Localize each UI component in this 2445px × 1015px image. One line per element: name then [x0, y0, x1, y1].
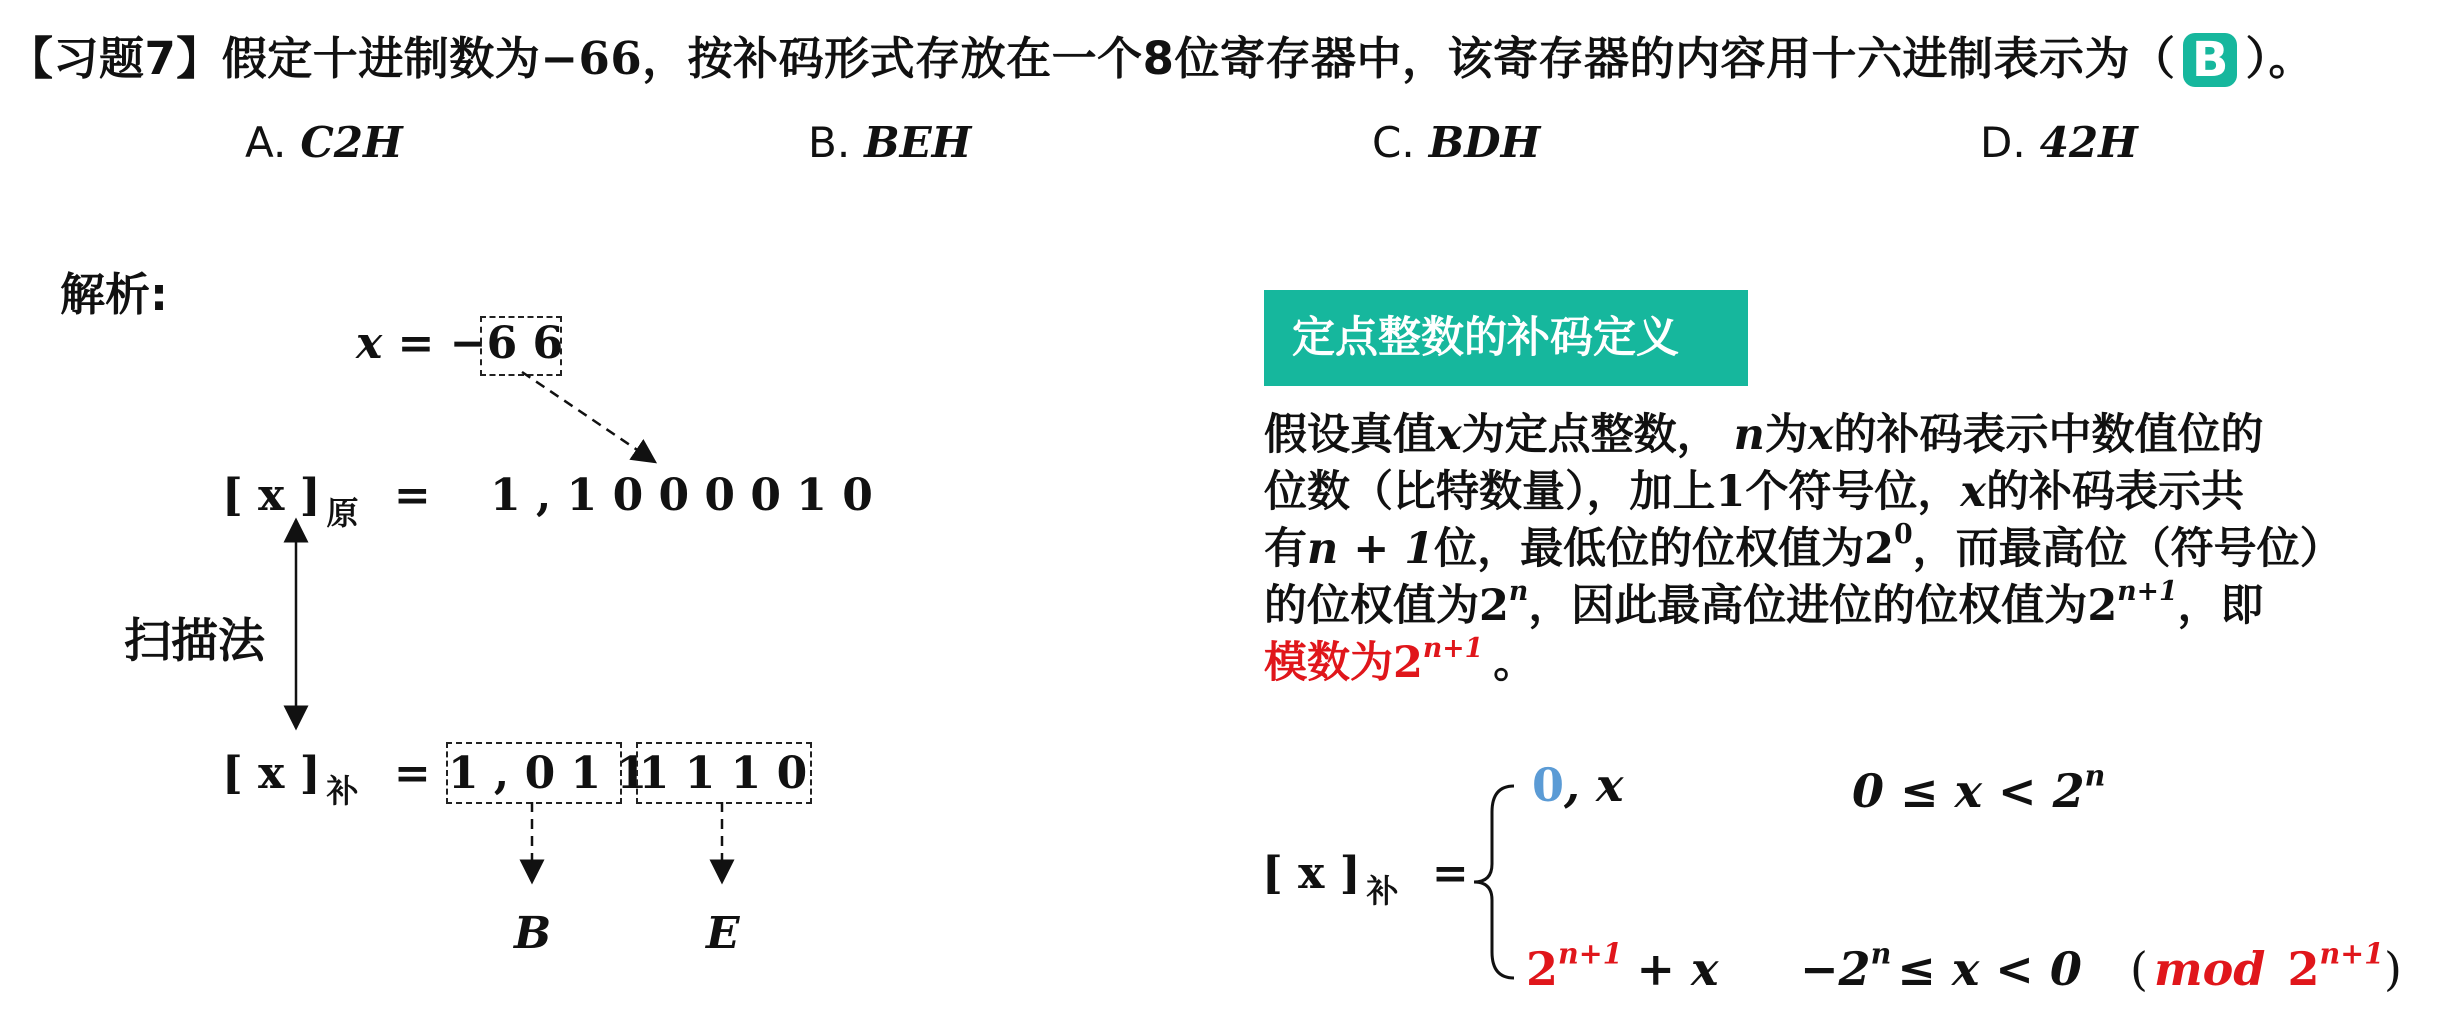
- hex-digit-2: E: [706, 908, 740, 959]
- digits-to-binary-arrow: [522, 372, 655, 462]
- option-letter: C.: [1372, 118, 1415, 167]
- option-value: 42H: [2039, 118, 2138, 167]
- question-suffix: ）。: [2245, 32, 2314, 85]
- orig-eq: =: [393, 470, 431, 521]
- case1-zero: 0: [1532, 758, 1565, 812]
- comp-sub: 补: [326, 772, 359, 810]
- mod-expression: ( mod $2^{n+1}$): [2130, 936, 2402, 996]
- formula-lhs: [ x ] $_补$ =: [1262, 848, 1469, 910]
- question-value: −66: [540, 32, 643, 85]
- def-line-3: 有n + 1位，最低位的位权值为$2^0$，而最高位（符号位）: [1264, 519, 2343, 574]
- answer-badge: B: [2183, 33, 2237, 87]
- option-letter: A.: [245, 118, 287, 167]
- scan-method-label: 扫描法: [124, 614, 265, 669]
- orig-lhs: [ x ]: [222, 470, 321, 521]
- analysis-label: 解析:: [60, 268, 168, 321]
- case1-x: , x: [1564, 758, 1624, 812]
- def-line-1: 假设真值x为定点整数， n为x的补码表示中数值位的: [1264, 410, 2264, 460]
- case-2: $2^{n+1} + x$: [1526, 936, 1719, 996]
- option-letter: B.: [808, 118, 851, 167]
- orig-sub: 原: [326, 494, 359, 532]
- x-eq-lhs: x = −: [356, 318, 487, 369]
- comp-lhs: [ x ]: [222, 748, 321, 799]
- option-d: [1980, 118, 2138, 167]
- x-digits: 6 6: [486, 318, 564, 369]
- option-c: [1372, 118, 1540, 167]
- option-letter: D.: [1980, 118, 2026, 167]
- def-line-2: 位数（比特数量），加上1个符号位，x的补码表示共: [1264, 467, 2245, 517]
- option-value: BDH: [1428, 118, 1541, 167]
- case-1-condition: $0 \le x < 2^n$: [1852, 758, 2106, 818]
- def-line-5: 模数为$2^{n+1}$ 。: [1264, 633, 1537, 688]
- question-middle: ，按补码形式存放在一个8位寄存器中，该寄存器的内容用十六进制表示为（: [642, 32, 2176, 85]
- comp-group2: 1 1 1 0: [638, 748, 808, 799]
- case-2-condition: $-2^n \le x < 0$: [1800, 936, 2082, 996]
- analysis-arrows: [0, 0, 1000, 1015]
- orig-value: 1 , 1 0 0 0 0 1 0: [490, 470, 873, 521]
- definition-text: [1264, 407, 2414, 692]
- option-value: C2H: [300, 118, 403, 167]
- definition-header: 定点整数的补码定义: [1264, 290, 1748, 386]
- option-value: BEH: [864, 118, 972, 167]
- case-1: [1532, 758, 1623, 812]
- question-prefix: 【习题7】假定十进制数为: [8, 32, 541, 85]
- hex-digit-1: B: [514, 908, 552, 959]
- comp-group1: 1 , 0 1 1: [448, 748, 648, 799]
- def-line-4: 的位权值为2$^n$，因此最高位进位的位权值为$2^{n+1}$，即: [1264, 576, 2264, 631]
- comp-eq: =: [393, 748, 431, 799]
- formula-left-brace: [1468, 782, 1528, 982]
